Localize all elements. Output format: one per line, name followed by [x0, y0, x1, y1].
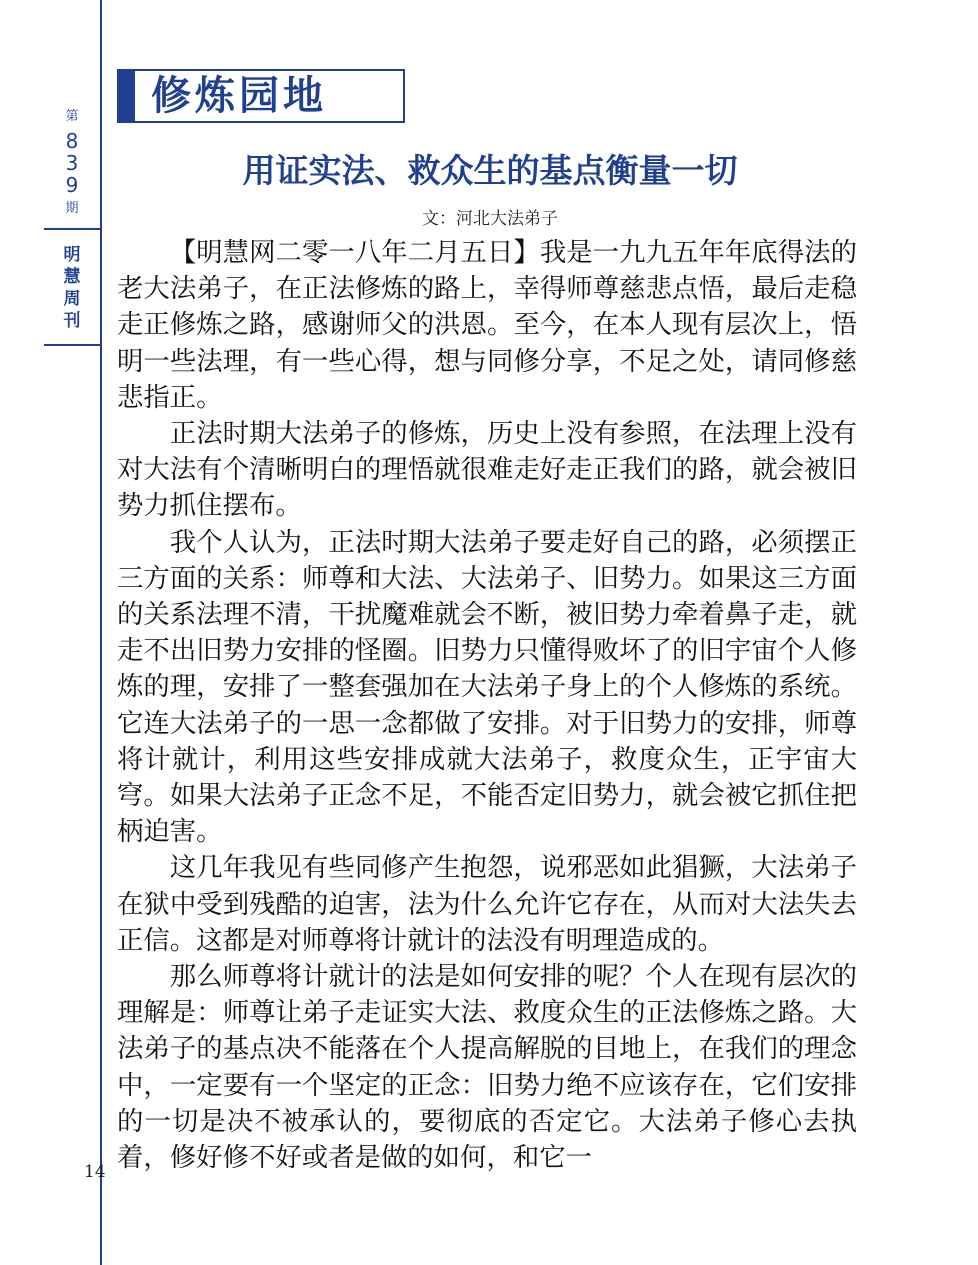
- section-title: 修炼园地: [151, 73, 327, 119]
- paragraph: 这几年我见有些同修产生抱怨，说邪恶如此猖獗，大法弟子在狱中受到残酷的迫害，法为什么允许它存在，从而对大法失去正信。这都是对师尊将计就计的法没有明理造成的。: [117, 852, 857, 956]
- page-number: 14: [84, 1162, 106, 1182]
- issue-digits: [66, 130, 79, 196]
- paragraph: 【明慧网二零一八年二月五日】我是一九九五年年底得法的老大法弟子，在正法修炼的路上，幸得师尊慈悲点悟，最后走稳走正修炼之路，感谢师父的洪恩。至今，在本人现有层次上，悟明一些法理，有一些心得，想与同修分享，不足之处，请同修慈悲指正。: [117, 237, 857, 413]
- article-body: [117, 235, 857, 1176]
- article-title: 用证实法、救众生的基点衡量一切: [242, 151, 738, 190]
- sidebar-divider-bottom: [44, 344, 100, 346]
- journal-name: [44, 244, 100, 332]
- journal-char: 周: [63, 289, 81, 309]
- issue-suffix: 期: [65, 201, 79, 216]
- article-author: 文：河北大法弟子: [422, 209, 558, 229]
- section-header-bar: [117, 71, 135, 121]
- issue-digit: 3: [65, 151, 79, 175]
- journal-char: 慧: [63, 267, 81, 287]
- journal-char: 明: [63, 245, 81, 265]
- paragraph: 那么师尊将计就计的法是如何安排的呢？个人在现有层次的理解是：师尊让弟子走证实大法、救度众生的正法修炼之路。大法弟子的基点决不能落在个人提高解脱的目地上，在我们的理念中，一定要有一个坚定的正念：旧势力绝不应该存在，它们安排的一切是决不被承认的，要彻底的否定它。大法弟子修心去执着，修好修不好或者是做的如何，和它一: [117, 961, 857, 1174]
- issue-number: [44, 108, 100, 218]
- sidebar-divider-top: [44, 228, 100, 230]
- journal-char: 刊: [63, 311, 81, 331]
- paragraph: 正法时期大法弟子的修炼，历史上没有参照，在法理上没有对大法有个清晰明白的理悟就很难走好走正我们的路，就会被旧势力抓住摆布。: [117, 418, 857, 522]
- section-header: [117, 69, 405, 123]
- issue-digit: 9: [65, 173, 79, 197]
- paragraph: 我个人认为，正法时期大法弟子要走好自己的路，必须摆正三方面的关系：师尊和大法、大法弟子、旧势力。如果这三方面的关系法理不清，干扰魔难就会不断，被旧势力牵着鼻子走，就走不出旧势力安排的怪圈。旧势力只懂得败坏了的旧宇宙个人修炼的理，安排了一整套强加在大法弟子身上的个人修炼的系统。它连大法弟子的一思一念都做了安排。对于旧势力的安排，师尊将计就计，利用这些安排成就大法弟子，救度众生，正宇宙大穹。如果大法弟子正念不足，不能否定旧势力，就会被它抓住把柄迫害。: [117, 526, 857, 848]
- margin-rule: [100, 0, 102, 1265]
- issue-digit: 8: [65, 129, 79, 153]
- issue-prefix: 第: [65, 109, 79, 124]
